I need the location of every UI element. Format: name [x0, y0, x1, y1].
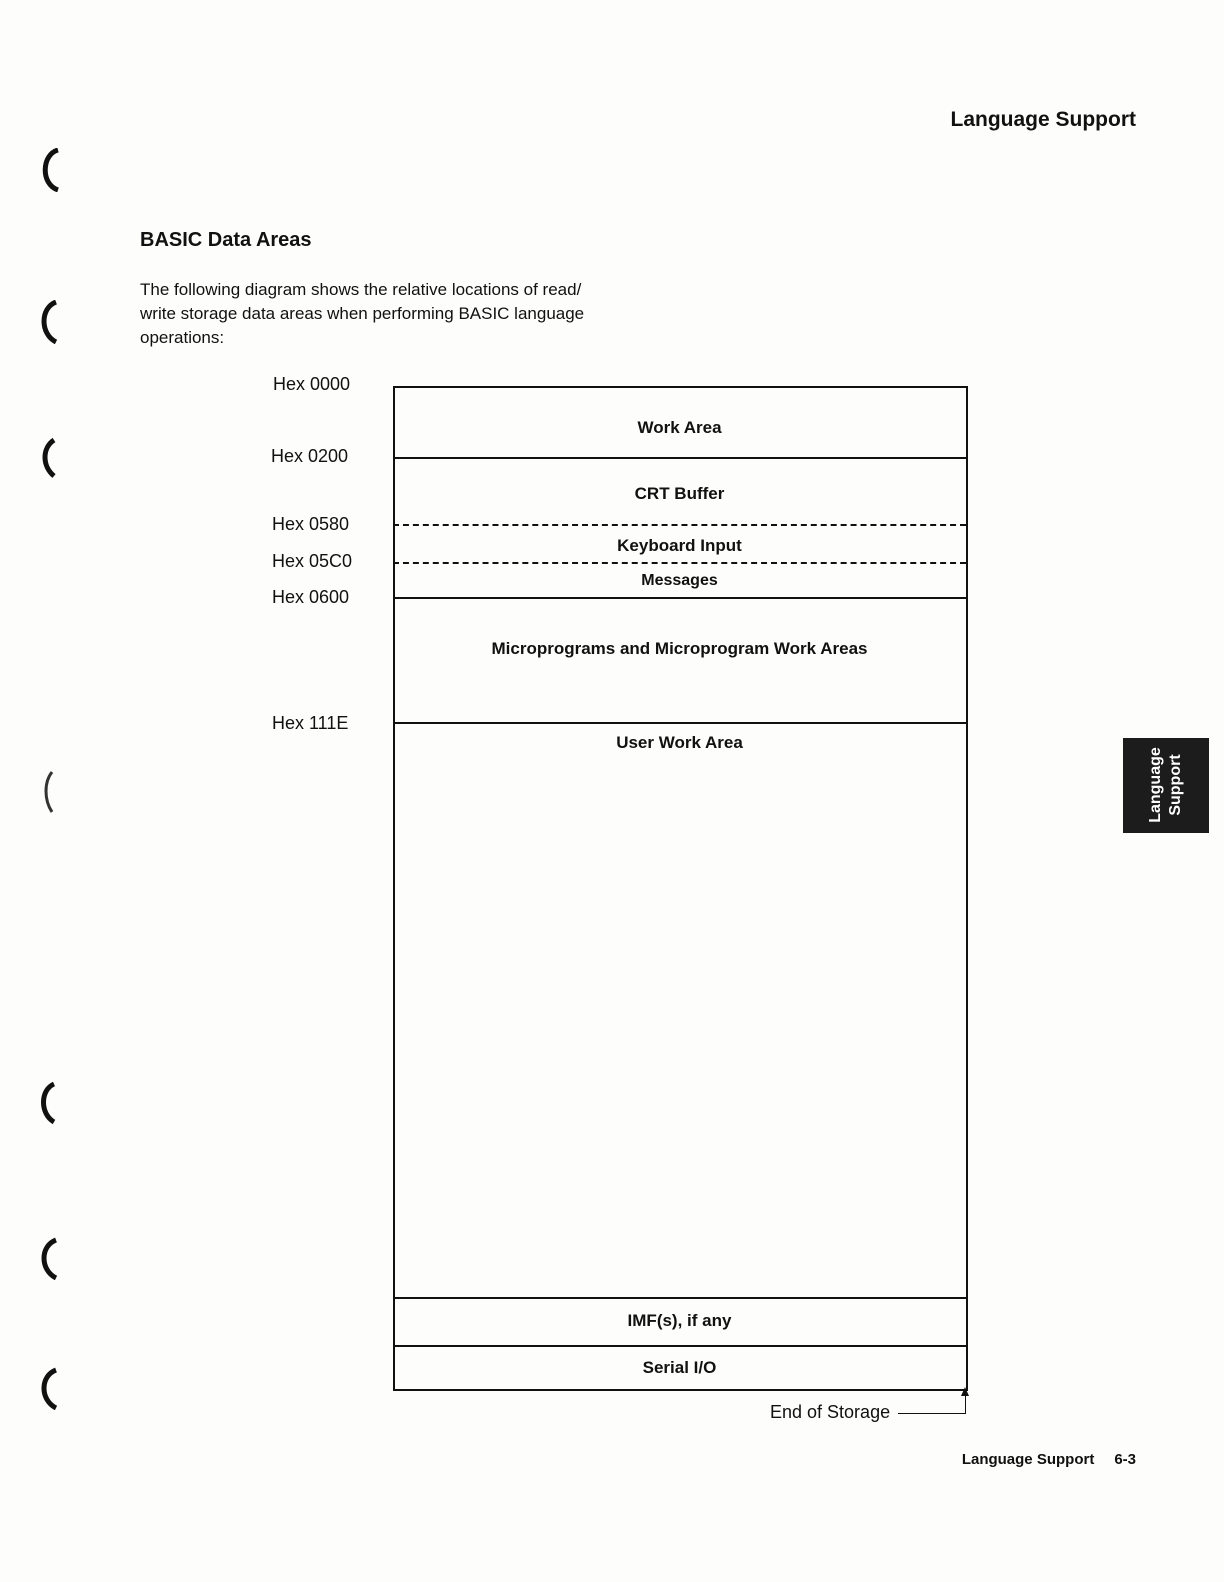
end-of-storage-leader	[965, 1394, 966, 1414]
end-of-storage-label: End of Storage	[770, 1402, 891, 1422]
punch-hole-mark	[36, 1366, 66, 1410]
thumb-tab-text	[1146, 747, 1186, 823]
punch-hole-mark	[36, 770, 66, 814]
intro-paragraph: The following diagram shows the relative locations of read/ write storage data areas when performing BASIC language operations:	[140, 280, 585, 347]
section-title: BASIC Data Areas	[140, 229, 312, 251]
running-head: Language Support	[950, 108, 1136, 131]
footer-section: Language Support	[961, 1451, 1095, 1468]
address-label-0000: Hex 0000	[273, 374, 351, 394]
boundary-dashed-line	[393, 562, 966, 564]
area-messages: Messages	[641, 572, 718, 589]
address-label-0580: Hex 0580	[272, 514, 350, 534]
area-serial-io: Serial I/O	[642, 1358, 717, 1377]
page-number: 6-3	[1114, 1451, 1136, 1468]
punch-hole-mark	[36, 148, 66, 192]
boundary-dashed-line	[393, 524, 966, 526]
end-of-storage-leader	[898, 1413, 966, 1414]
area-keyboard-input: Keyboard Input	[617, 536, 742, 555]
address-label-111e: Hex 111E	[272, 713, 349, 733]
punch-hole-mark	[36, 300, 66, 344]
punch-hole-mark	[36, 1080, 66, 1124]
boundary-line	[393, 1345, 966, 1347]
punch-hole-mark	[36, 1236, 66, 1280]
area-user-work-area: User Work Area	[616, 733, 743, 752]
punch-hole-mark	[36, 436, 66, 480]
address-label-0200: Hex 0200	[271, 446, 349, 466]
area-microprograms: Microprograms and Microprogram Work Areas	[491, 639, 868, 658]
area-crt-buffer: CRT Buffer	[634, 484, 725, 503]
address-label-05c0: Hex 05C0	[272, 551, 353, 571]
section-thumb-tab	[1123, 738, 1209, 833]
page-footer	[962, 1451, 1136, 1468]
thumb-tab-line: Language	[1147, 747, 1164, 823]
area-work-area: Work Area	[637, 418, 722, 437]
boundary-line	[393, 1297, 966, 1299]
boundary-line	[393, 597, 966, 599]
boundary-line	[393, 457, 966, 459]
arrow-up-icon	[961, 1387, 969, 1396]
boundary-line	[393, 722, 966, 724]
thumb-tab-line: Support	[1167, 754, 1184, 816]
area-imfs: IMF(s), if any	[627, 1311, 732, 1330]
address-label-0600: Hex 0600	[272, 587, 350, 607]
